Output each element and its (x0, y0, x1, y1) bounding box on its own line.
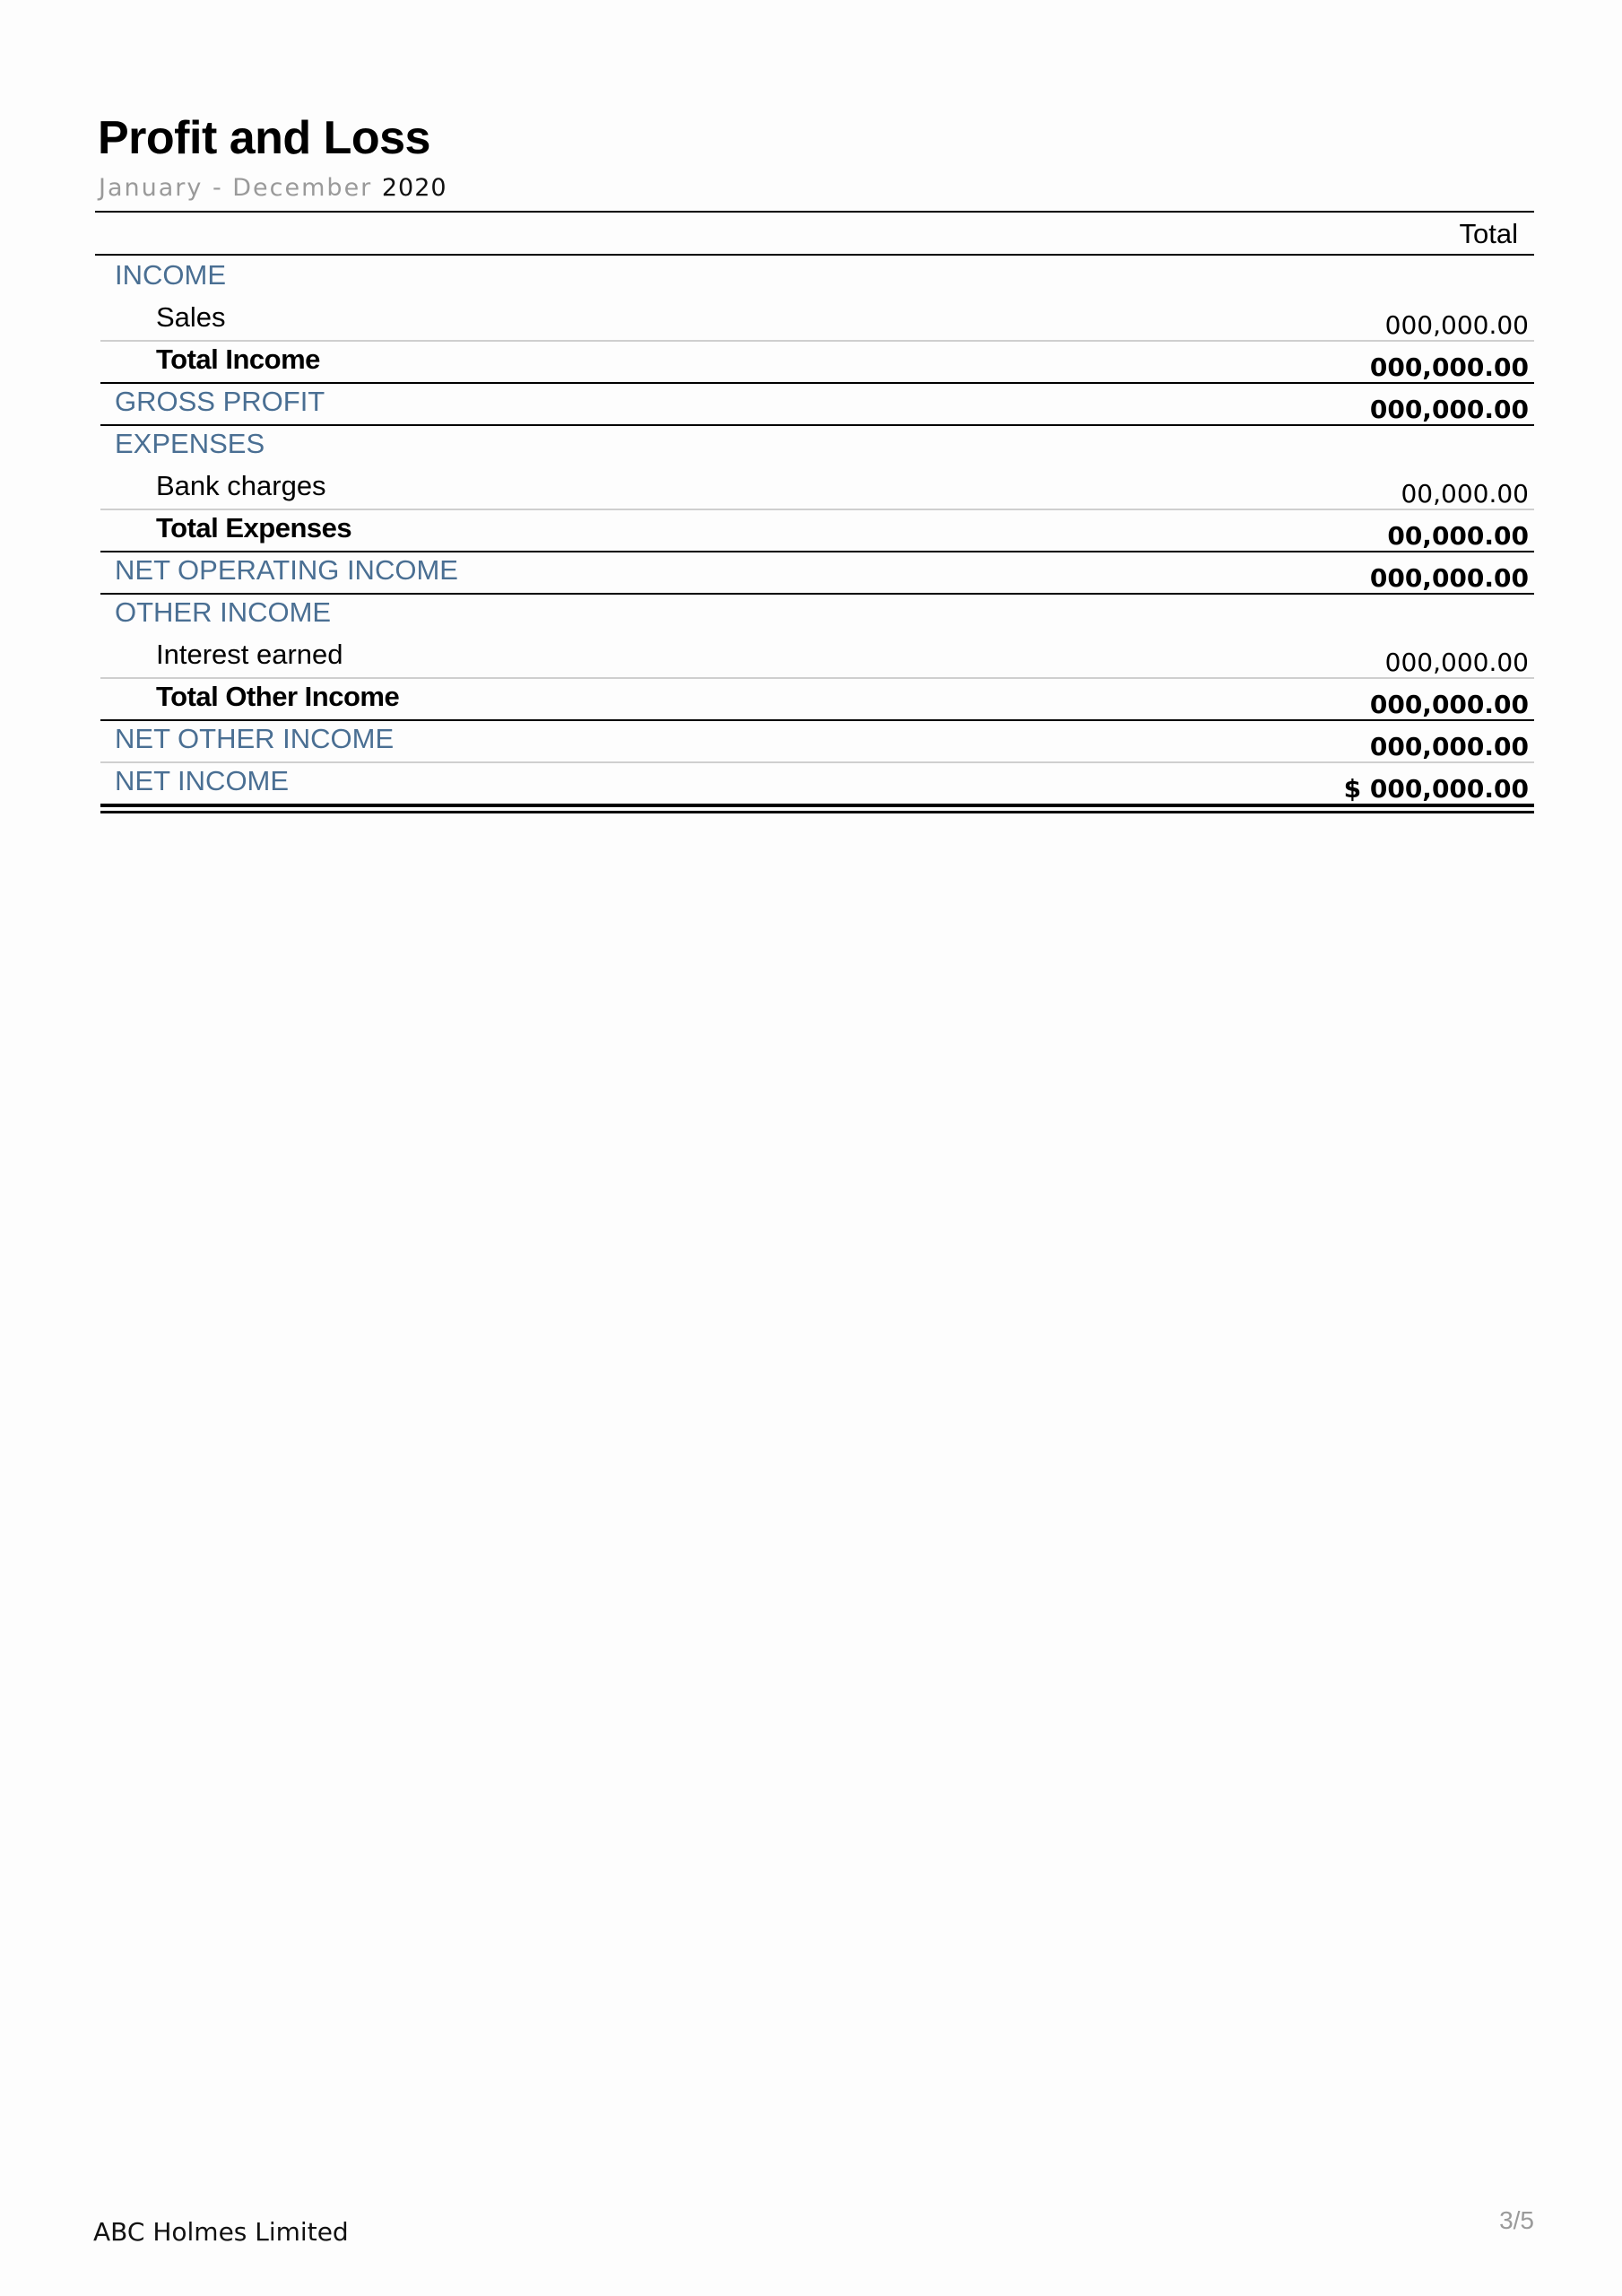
table-row-expenses-header (95, 424, 1534, 466)
row-label: NET INCOME (115, 765, 290, 796)
table-row-total-expenses (95, 509, 1534, 551)
table-header (95, 211, 1534, 256)
row-amount: $ 000,000.00 (1343, 774, 1529, 804)
report-period (99, 174, 447, 202)
row-label: Total Other Income (156, 681, 400, 712)
row-amount: 000,000.00 (1369, 395, 1529, 424)
row-amount: 000,000.00 (1369, 732, 1529, 761)
row-label: Total Expenses (156, 512, 352, 544)
row-amount: 000,000.00 (1369, 563, 1529, 593)
row-label: Total Income (156, 344, 320, 375)
table-row-sales (95, 298, 1534, 340)
row-label: NET OPERATING INCOME (115, 554, 458, 586)
period-range: January - December (99, 174, 373, 202)
double-underline-rule (100, 804, 1534, 813)
profit-loss-table (95, 211, 1534, 813)
row-amount: 000,000.00 (1369, 352, 1529, 382)
table-row-gross-profit (95, 382, 1534, 424)
row-label: Interest earned (156, 639, 343, 670)
row-amount: 000,000.00 (1384, 648, 1529, 677)
table-row-other-income-header (95, 593, 1534, 635)
table-row-total-other-income (95, 677, 1534, 719)
table-row-net-other-income (95, 719, 1534, 761)
column-header-total: Total (1459, 218, 1518, 249)
row-amount: 000,000.00 (1369, 690, 1529, 719)
row-label: OTHER INCOME (115, 596, 332, 628)
table-row-bank-charges (95, 466, 1534, 509)
row-amount: 00,000.00 (1387, 521, 1529, 551)
footer-company-name: ABC Holmes Limited (93, 2217, 349, 2247)
row-amount: 000,000.00 (1384, 310, 1529, 340)
table-row-interest-earned (95, 635, 1534, 677)
table-row-net-operating-income (95, 551, 1534, 593)
row-label: Bank charges (156, 470, 326, 501)
row-label: INCOME (115, 259, 226, 291)
row-label: NET OTHER INCOME (115, 723, 395, 754)
report-title: Profit and Loss (98, 112, 430, 164)
row-amount: 00,000.00 (1401, 479, 1529, 509)
table-row-total-income (95, 340, 1534, 382)
table-row-net-income (95, 761, 1534, 804)
row-label: GROSS PROFIT (115, 386, 325, 417)
row-label: EXPENSES (115, 428, 265, 459)
row-label: Sales (156, 301, 226, 333)
period-year: 2020 (381, 174, 447, 202)
page-number: 3/5 (1499, 2206, 1534, 2234)
table-row-income-header (95, 256, 1534, 298)
